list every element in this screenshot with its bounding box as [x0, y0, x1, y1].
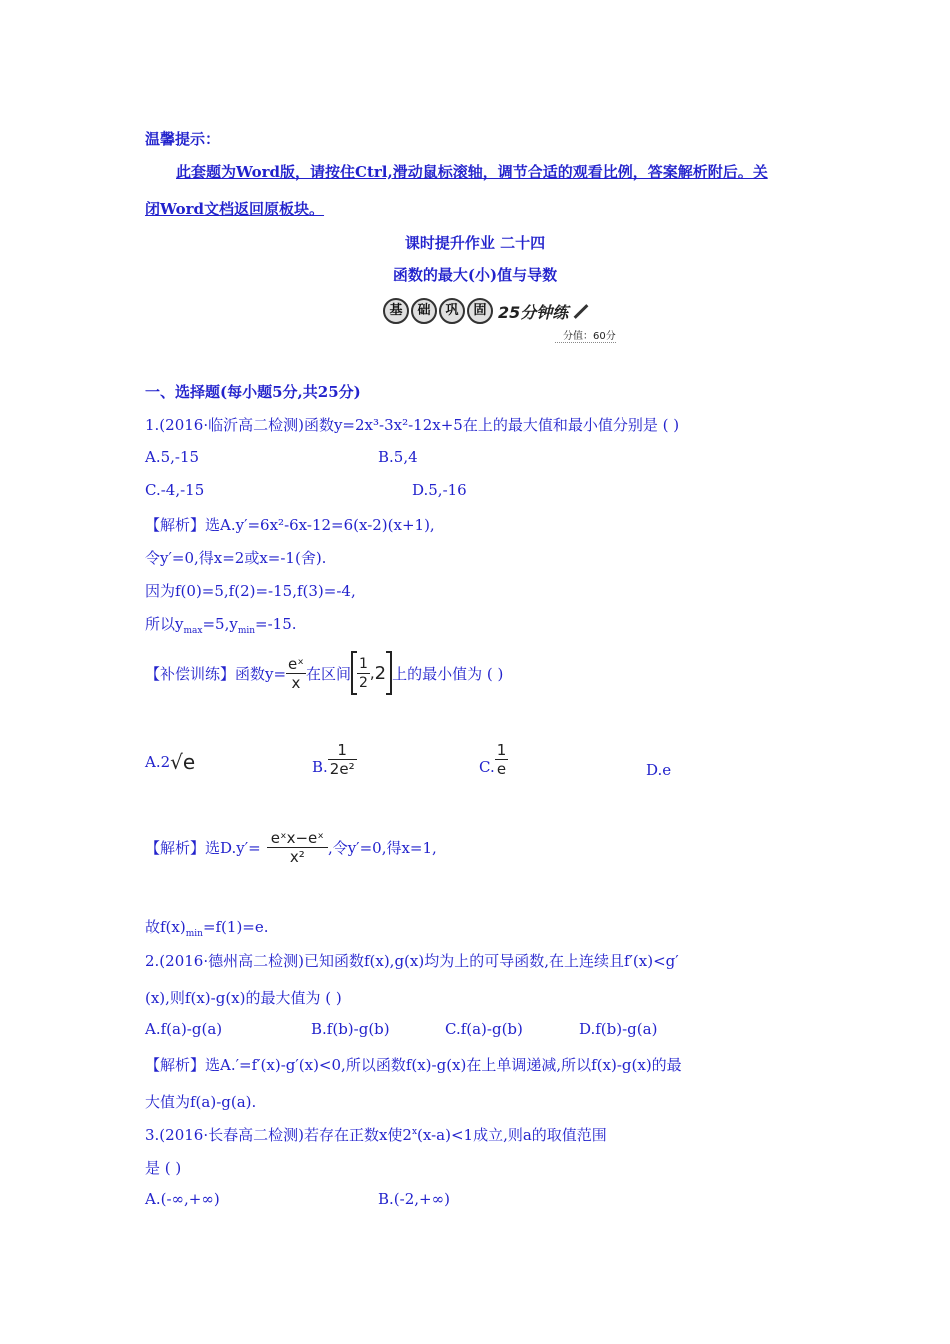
score-label: 分值：60分: [555, 327, 616, 343]
section-badge: [383, 298, 590, 324]
text: C.: [479, 758, 495, 776]
denominator: 2e²: [329, 760, 355, 778]
q1-answer-4: [145, 613, 297, 636]
badge-char: 固: [467, 298, 493, 324]
section-heading: 一、选择题(每小题5分,共25分): [145, 383, 361, 401]
page-title: 课时提升作业 二十四: [404, 234, 546, 252]
text: =-15.: [255, 615, 297, 633]
interval-fraction: [357, 655, 370, 692]
q2-stem-1: 2.(2016·德州高二检测)已知函数f(x),g(x)均为上的可导函数,在上连续且f′(x)<g′: [145, 952, 679, 970]
tip-line-2: 闭Word文档返回原板块。: [145, 200, 325, 218]
text: =5,y: [202, 615, 238, 633]
numerator: 1: [328, 741, 357, 760]
bc-option-c: [479, 733, 508, 778]
text: B.: [312, 758, 328, 776]
numerator: eˣx−eˣ: [267, 829, 328, 848]
numerator: eˣ: [288, 654, 304, 673]
badge-char: 基: [383, 298, 409, 324]
bc-stem: [145, 648, 503, 698]
bc-answer-2: [145, 916, 269, 939]
denominator: x²: [289, 847, 305, 866]
text: =f(1)=e.: [202, 918, 269, 936]
badge-char: 巩: [439, 298, 465, 324]
text: A.2: [145, 753, 171, 771]
q3-stem-1: [145, 1124, 607, 1145]
superscript: x: [411, 1127, 418, 1137]
q1-option-a: A.5,-15: [145, 448, 200, 466]
bc-interval-label: 在区间: [305, 664, 351, 683]
q2-answer-1: 【解析】选A.′=f′(x)-g′(x)<0,所以函数f(x)-g(x)在上单调递减,所以f(x)-g(x)的最: [145, 1056, 682, 1074]
q1-answer-1: 【解析】选A.y′=6x²-6x-12=6(x-2)(x+1),: [145, 516, 435, 534]
text: 故f(x): [145, 918, 186, 936]
q1-answer-2: 令y′=0,得x=2或x=-1(舍).: [145, 549, 327, 567]
subscript: min: [237, 626, 256, 636]
badge-time: 25分钟练: [498, 302, 569, 322]
badge-char: 础: [411, 298, 437, 324]
text: 3.(2016·长春高二检测)若存在正数x使2: [145, 1126, 412, 1144]
q3-stem-2: 是 ( ): [145, 1159, 182, 1177]
q2-stem-2: (x),则f(x)-g(x)的最大值为 ( ): [145, 989, 342, 1007]
q1-stem: 1.(2016·临沂高二检测)函数y=2x³-3x²-12x+5在上的最大值和最小值分别是 ( ): [145, 416, 680, 434]
q2-option-b: B.f(b)-g(b): [311, 1020, 390, 1038]
numerator: 1: [496, 741, 507, 759]
bc-option-b: [312, 733, 357, 778]
denominator: e: [496, 760, 507, 778]
text: ,令y′=0,得x=1,: [327, 838, 437, 857]
text: 【解析】选D.y′=: [145, 838, 261, 857]
fraction: [495, 741, 509, 778]
bc-answer-1: [145, 820, 437, 874]
q3-option-b: B.(-2,+∞): [378, 1190, 450, 1208]
q2-option-d: D.f(b)-g(a): [579, 1020, 658, 1038]
bc-label: 【补偿训练】函数y=: [145, 664, 287, 683]
text: (x-a)<1成立,则a的取值范围: [417, 1126, 607, 1144]
q3-option-a: A.(-∞,+∞): [145, 1190, 220, 1208]
page-subtitle: 函数的最大(小)值与导数: [392, 266, 558, 284]
numerator: 1: [358, 655, 368, 672]
denominator: x: [291, 673, 301, 692]
q2-option-c: C.f(a)-g(b): [445, 1020, 523, 1038]
q1-option-d: D.5,-16: [412, 481, 467, 499]
q1-option-c: C.-4,-15: [145, 481, 205, 499]
q1-answer-3: 因为f(0)=5,f(2)=-15,f(3)=-4,: [145, 582, 356, 600]
fraction: [267, 829, 328, 866]
fraction: [328, 741, 357, 778]
sqrt-e: √e: [170, 750, 196, 774]
tip-title: 温馨提示：: [145, 130, 221, 148]
tip-line-1: 此套题为Word版，请按住Ctrl,滑动鼠标滚轴，调节合适的观看比例，答案解析附后。关: [176, 163, 768, 181]
text: 所以y: [145, 615, 184, 633]
interval-right: 2: [374, 662, 387, 684]
interval-sep: ,: [369, 664, 375, 682]
q1-option-b: B.5,4: [378, 448, 418, 466]
bc-option-d: D.e: [646, 761, 672, 779]
pen-icon: [574, 304, 589, 319]
q2-answer-2: 大值为f(a)-g(a).: [145, 1093, 257, 1111]
bc-tail: 上的最小值为 ( ): [392, 664, 504, 683]
denominator: 2: [358, 674, 368, 691]
bc-option-a: [145, 750, 195, 774]
bc-fraction: [286, 655, 306, 692]
subscript: min: [185, 929, 203, 939]
q2-option-a: A.f(a)-g(a): [145, 1020, 223, 1038]
subscript: max: [183, 626, 203, 636]
